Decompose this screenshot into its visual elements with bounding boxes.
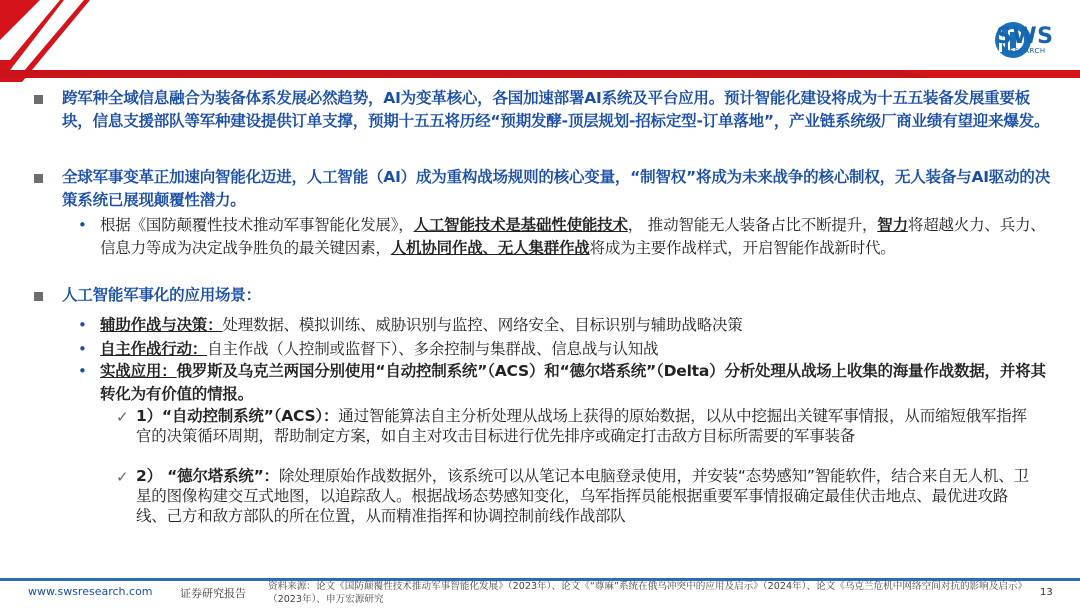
- bullet-dot-icon: •: [78, 216, 87, 234]
- text-run: 除处理原始作战数据外，该系统可以从笔记本电脑登录使用，并安装“态势感知”智能软件，结合来自无人机、卫星的图像构建交互式地图，以追踪敌人。根据战场态势感知变化，乌军指挥员能根据重要军事情报确定最佳伏击地点、最优进攻路线、己方和敌方部队的所在位置，从而精准指挥和协调控制前线作战部队: [136, 467, 1029, 525]
- text-run: 1）“自动控制系统”（ACS）：: [136, 407, 339, 425]
- text-run: 辅助作战与决策：: [100, 316, 223, 334]
- bullet-square-icon: [34, 95, 43, 104]
- logo-subtext: RESEARCH: [1004, 47, 1046, 55]
- website-link[interactable]: www.swsresearch.com: [28, 585, 153, 598]
- bullet-1: 跨军种全域信息融合为装备体系发展必然趋势，AI为变革核心，各国加速部署AI系统及平台应用。预计智能化建设将成为十五五装备发展重要板块，信息支援部队等军种建设提供订单支撑，预期十五五将历经“预期发酵-顶层规划-招标定型-订单落地”，产业链系统级厂商业绩有望迎来爆发。: [62, 89, 1050, 130]
- text-run: 俄罗斯及乌克兰两国分别使用“自动控制系统”（ACS）和“德尔塔系统”（Delta）分析处理从战场上收集的海量作战数据，并将其转化为有价值的情报。: [100, 362, 1046, 403]
- text-run: 自主作战行动：: [100, 340, 208, 358]
- source-note: 资料来源：论文《国防颠覆性技术推动军事智能化发展》（2023年）、论文《“尊麻”系统在俄乌冲突中的应用及启示》（2024年）、论文《乌克兰危机中网络空间对抗的影响及启示》（2023年）、申万宏源研究: [268, 581, 1028, 605]
- bullet-2: 全球军事变革正加速向智能化迈进，人工智能（AI）成为重构战场规则的核心变量，“制智权”将成为未来战争的核心制权，无人装备与AI驱动的决策系统已展现颠覆性潜力。: [62, 168, 1051, 209]
- check-item-2: [136, 466, 1036, 526]
- bullet-dot-icon: •: [78, 316, 87, 334]
- text-run: 人工智能技术是基础性使能技术: [413, 216, 628, 234]
- checkmark-icon: ✓: [116, 468, 129, 486]
- text-run: 处理数据、模拟训练、威胁识别与监控、网络安全、目标识别与辅助战略决策: [222, 316, 743, 334]
- text-run: 人机协同作战、无人集群作战: [390, 239, 590, 257]
- text-run: 实战应用：: [100, 362, 177, 380]
- sub-bullet-4: [100, 360, 1050, 406]
- bullet-dot-icon: •: [78, 362, 87, 380]
- sub-bullet-3: [100, 338, 1050, 361]
- check-item-1: [136, 406, 1036, 446]
- header-band: [0, 70, 1080, 82]
- text-run: 通过智能算法自主分析处理从战场上获得的原始数据，以从中挖掘出关键军事情报，从而缩短俄军指挥官的决策循环周期，帮助制定方案，如自主对攻击目标进行优先排序或确定打击敌方目标所需要的军事装备: [136, 407, 1027, 445]
- bullet-3: 人工智能军事化的应用场景：: [62, 286, 261, 304]
- report-label: 证券研究报告: [180, 587, 246, 600]
- text-run: 将超越火力、兵力、信息力等成为决定战争胜负的最关键因素，: [100, 216, 1046, 257]
- checkmark-icon: ✓: [116, 408, 129, 426]
- bullet-dot-icon: •: [78, 340, 87, 358]
- text-run: ， 推动智能无人装备占比不断提升，: [627, 216, 878, 234]
- logo-text: SWS: [996, 24, 1054, 49]
- bullet-square-icon: [34, 174, 43, 183]
- sub-bullet-1: [100, 214, 1050, 260]
- text-run: 将成为主要作战样式，开启智能作战新时代。: [589, 239, 896, 257]
- page-number: 13: [1040, 587, 1053, 598]
- bullet-square-icon: [34, 292, 43, 301]
- text-run: 根据《国防颠覆性技术推动军事智能化发展》，: [100, 216, 414, 234]
- text-run: 自主作战（人控制或监督下）、多余控制与集群战、信息战与认知战: [207, 340, 659, 358]
- text-run: 智力: [877, 216, 908, 234]
- text-run: 2） “德尔塔系统”：: [136, 467, 279, 485]
- sub-bullet-2: [100, 314, 1050, 337]
